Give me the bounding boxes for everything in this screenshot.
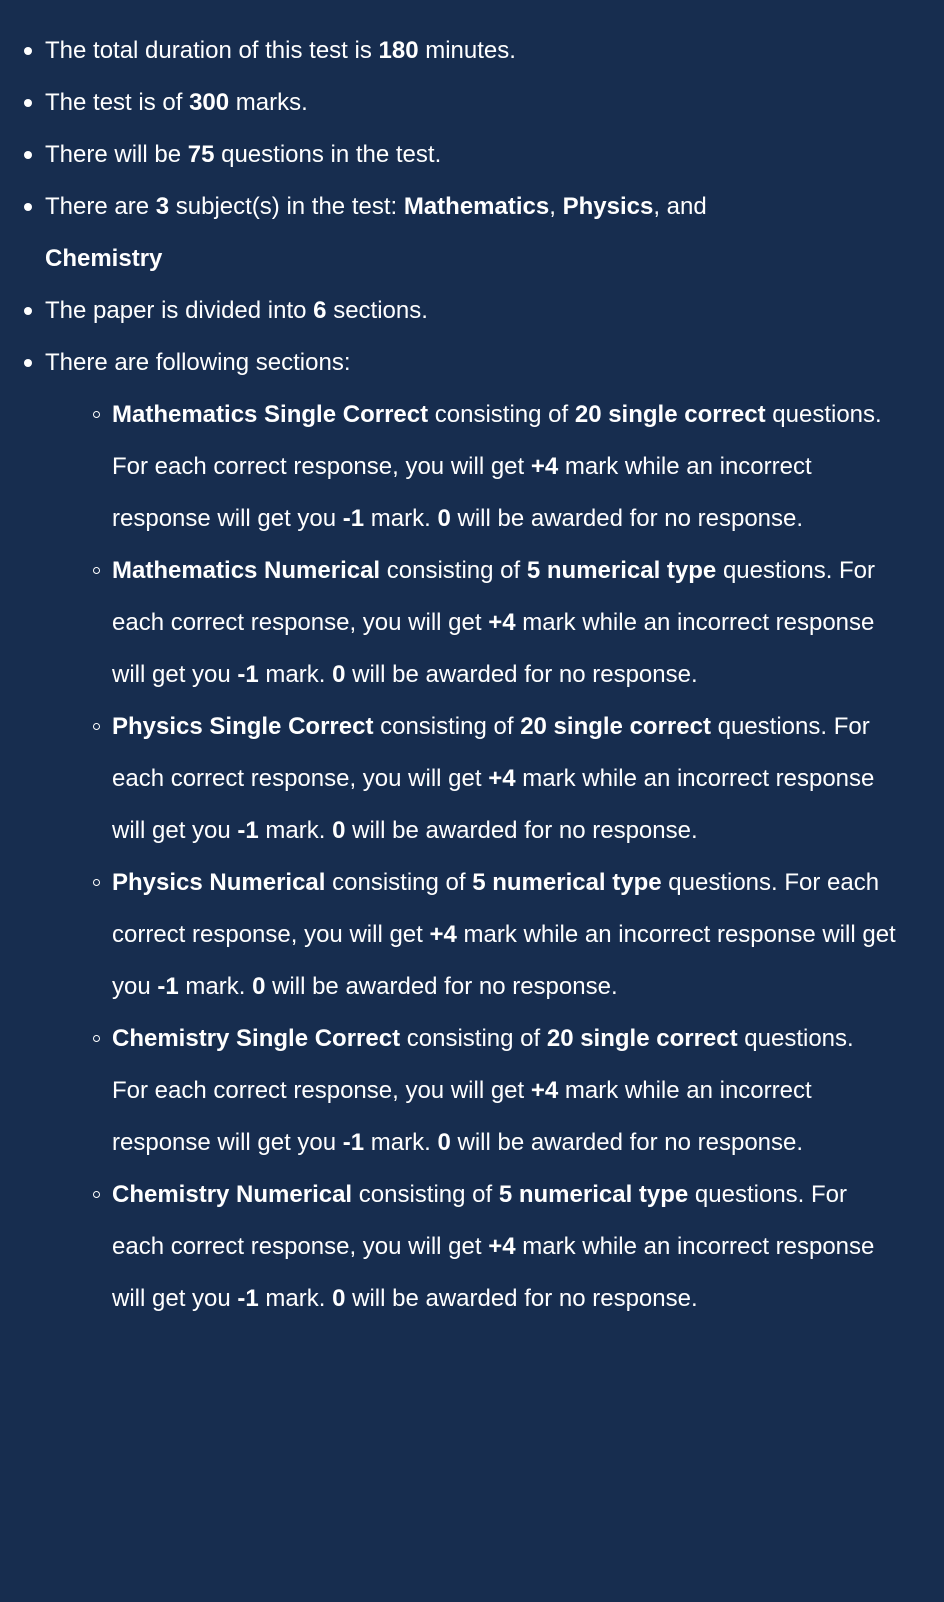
- circle-bullet-icon: [93, 411, 100, 418]
- bullet-icon: [24, 203, 32, 211]
- bullet-icon: [24, 151, 32, 159]
- instruction-sections-list: There are following sections: Mathematics Single Correct consisting of 20 single correct questions. For each correct response, you will get +4 mark while an incorrect response will get you -1 mark. 0 will be awarded for no response. Mathematics Numerical consisting of 5 numerical type questions. For each correct response, you will get +4 mark while an incorrect response will get you -1 mark. 0 will be awarded for no response. Physics Single Correct consisting of 20 single correct questions. For each correct response, you will get +4 mark while an incorrect response will get you -1 mark. 0 will be awarded for no response. Physics Numerical consisting of 5 numerical type questions. For each correct response, you will get +4 mark while an incorrect response will get you -1 mark. 0 will be awarded for no response. Chemistry Single Correct consisting of 20 single correct questions. For each correct response, you will get +4 mark while an incorrect response will get you -1 mark. 0 will be awarded for no response. Chemistry Numerical consisting of 5 numerical type questions. For each correct response, you will get +4 mark while an incorrect response will get you -1 mark. 0 will be awarded for no response.: [0, 337, 944, 1325]
- section-item: Physics Numerical consisting of 5 numerical type questions. For each correct response, you will get +4 mark while an incorrect response will get you -1 mark. 0 will be awarded for no response.: [0, 857, 924, 1013]
- bullet-icon: [24, 47, 32, 55]
- section-item: Mathematics Numerical consisting of 5 numerical type questions. For each correct response, you will get +4 mark while an incorrect response will get you -1 mark. 0 will be awarded for no response.: [0, 545, 924, 701]
- bullet-icon: [24, 99, 32, 107]
- section-item: Chemistry Numerical consisting of 5 numerical type questions. For each correct response, you will get +4 mark while an incorrect response will get you -1 mark. 0 will be awarded for no response.: [0, 1169, 924, 1325]
- instruction-questions: There will be 75 questions in the test.: [0, 129, 944, 181]
- circle-bullet-icon: [93, 1035, 100, 1042]
- instruction-subjects: There are 3 subject(s) in the test: Mathematics, Physics, and Chemistry: [0, 181, 944, 285]
- instruction-duration: The total duration of this test is 180 minutes.: [0, 25, 944, 77]
- circle-bullet-icon: [93, 879, 100, 886]
- section-item: Mathematics Single Correct consisting of 20 single correct questions. For each correct response, you will get +4 mark while an incorrect response will get you -1 mark. 0 will be awarded for no response.: [0, 389, 924, 545]
- circle-bullet-icon: [93, 1191, 100, 1198]
- bullet-icon: [24, 307, 32, 315]
- sections-list: [45, 389, 924, 1325]
- section-item: Physics Single Correct consisting of 20 single correct questions. For each correct response, you will get +4 mark while an incorrect response will get you -1 mark. 0 will be awarded for no response.: [0, 701, 924, 857]
- instruction-sections-count: The paper is divided into 6 sections.: [0, 285, 944, 337]
- bullet-icon: [24, 359, 32, 367]
- instruction-marks: The test is of 300 marks.: [0, 77, 944, 129]
- circle-bullet-icon: [93, 723, 100, 730]
- section-item: Chemistry Single Correct consisting of 20 single correct questions. For each correct response, you will get +4 mark while an incorrect response will get you -1 mark. 0 will be awarded for no response.: [0, 1013, 924, 1169]
- instructions-list: [0, 25, 944, 1325]
- circle-bullet-icon: [93, 567, 100, 574]
